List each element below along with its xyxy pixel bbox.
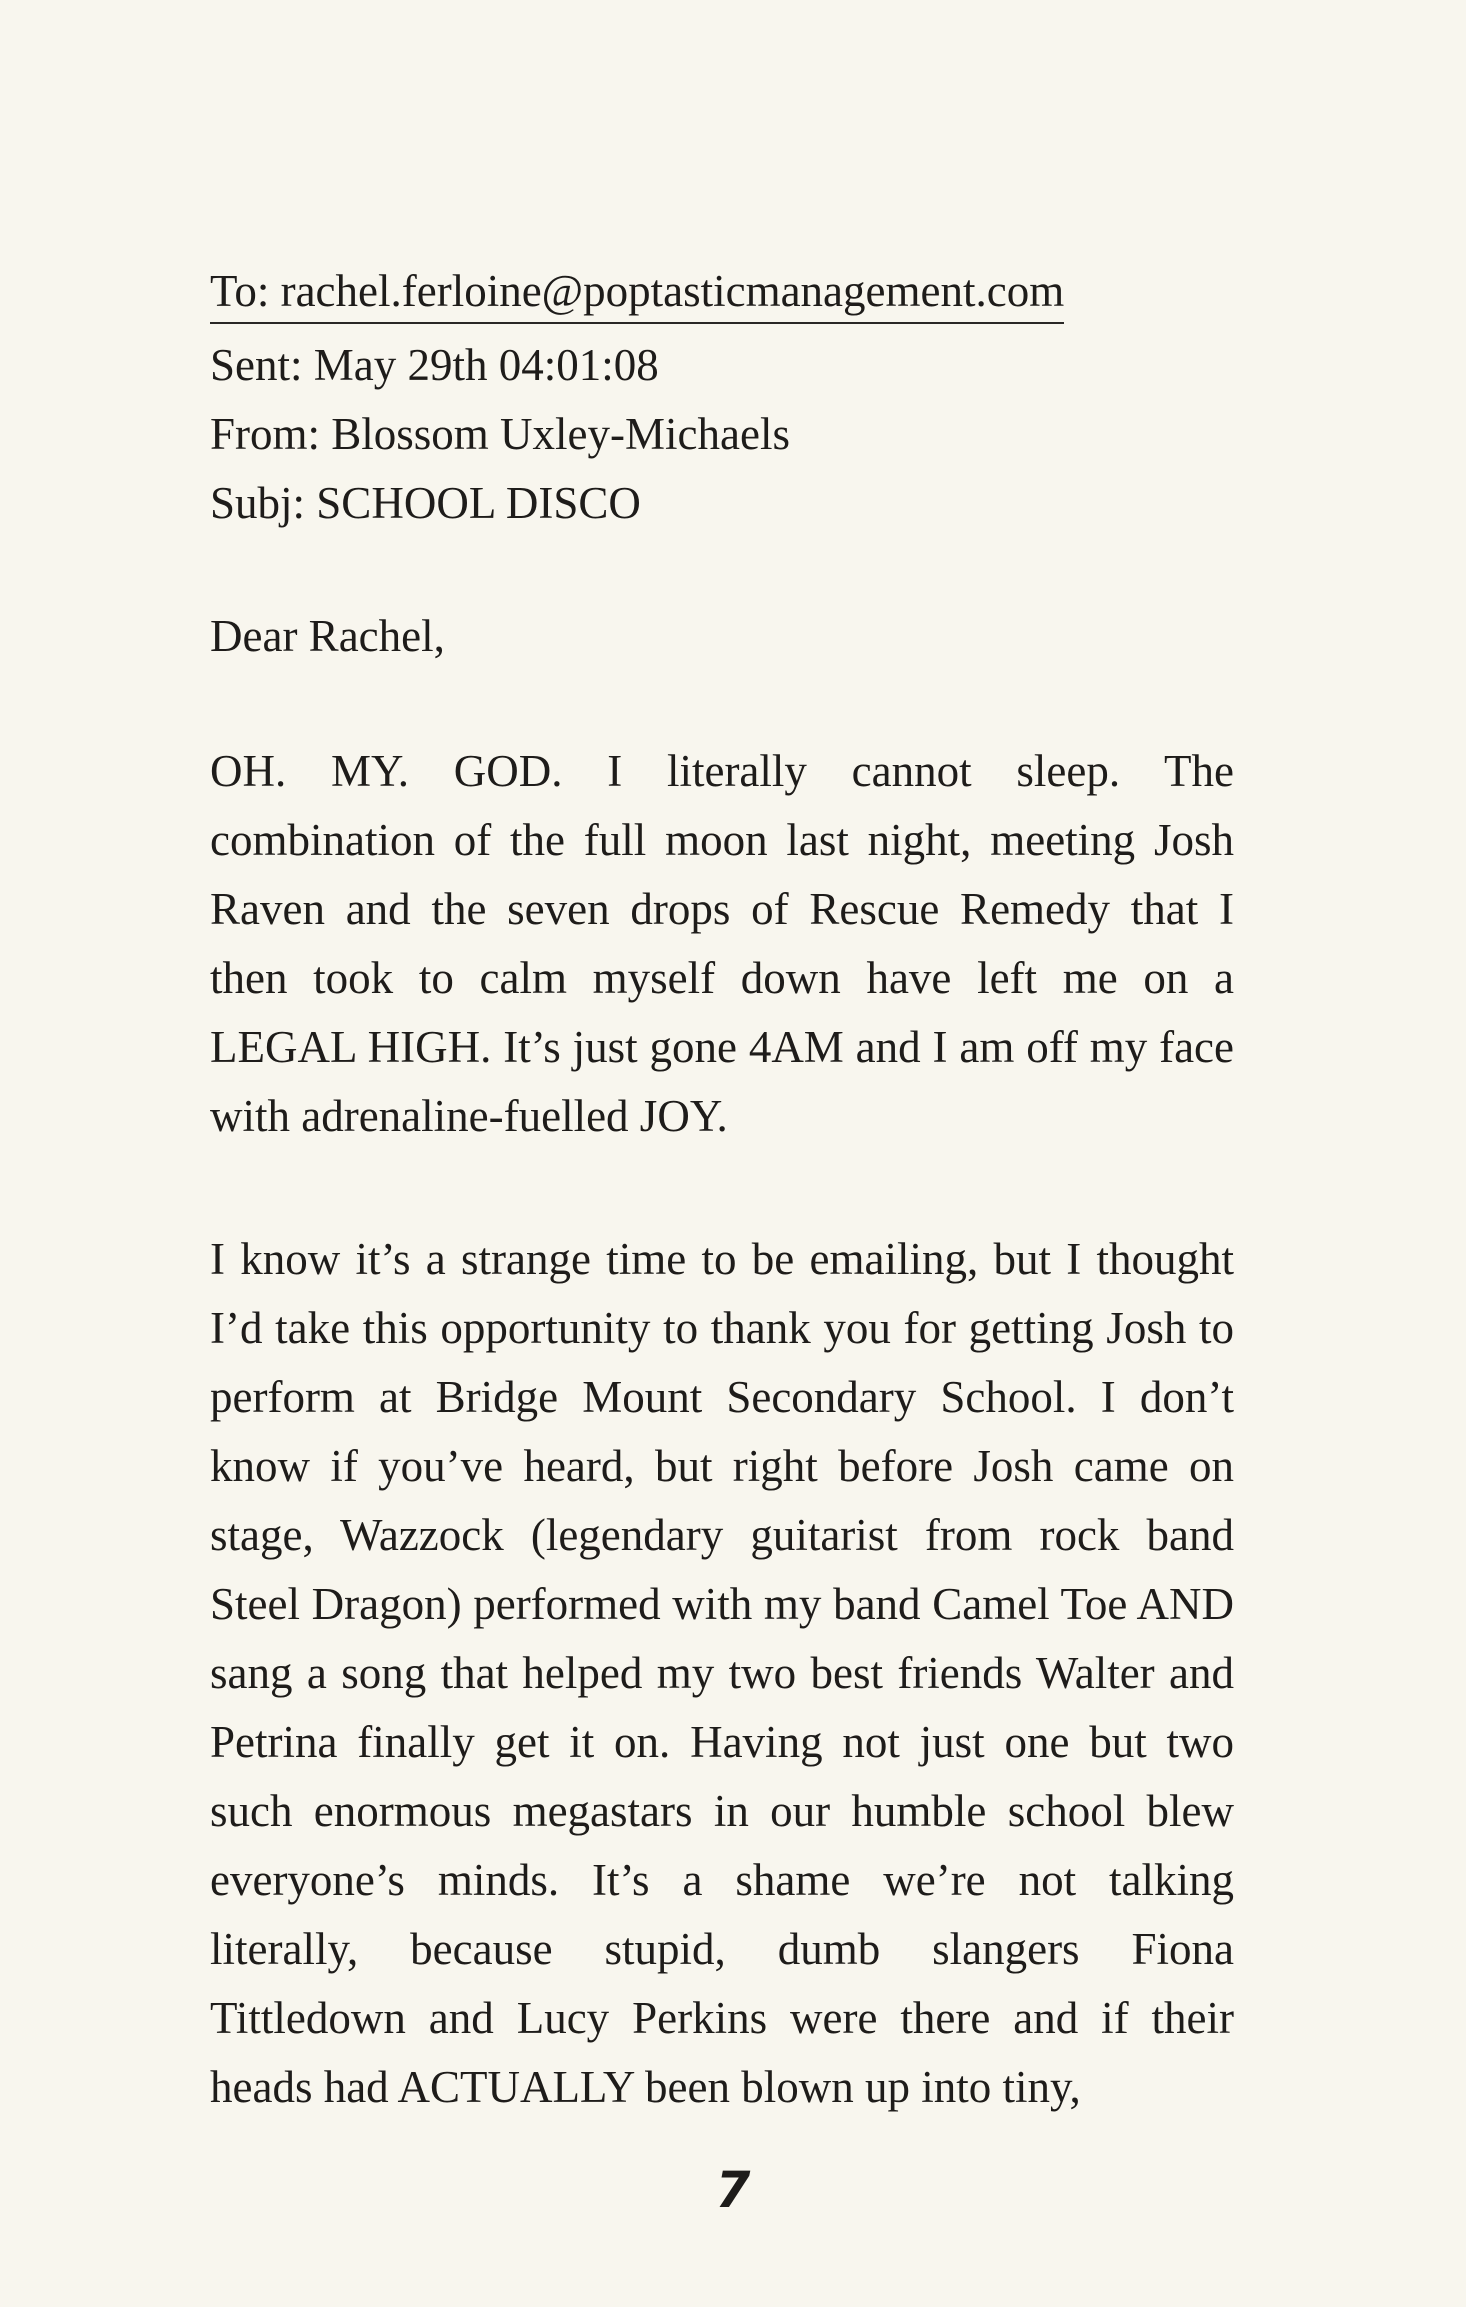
body-paragraph-1: OH. MY. GOD. I literally cannot sleep. The combination of the full moon last night, meeting Josh Raven and the seven drops of Rescue Remedy that I then took to calm myself down have left me on a LEGAL HIGH. It’s just gone 4AM and I am off my face with adrenaline-fuelled JOY.: [210, 746, 1234, 1141]
email-header: [210, 262, 1240, 538]
email-subject-line: Subj: SCHOOL DISCO: [210, 478, 641, 528]
email-sent-line: Sent: May 29th 04:01:08: [210, 340, 659, 390]
email-to-line: To: rachel.ferloine@poptasticmanagement.com: [210, 262, 1064, 324]
letter-salutation: Dear Rachel,: [210, 611, 445, 661]
body-paragraph-2: I know it’s a strange time to be emailing, but I thought I’d take this opportunity to thank you for getting Josh to perform at Bridge Mount Secondary School. I don’t know if you’ve heard, but right before Josh came on stage, Wazzock (legendary guitarist from rock band Steel Dragon) performed with my band Camel Toe AND sang a song that helped my two best friends Walter and Petrina finally get it on. Having not just one but two such enormous megastars in our humble school blew everyone’s minds. It’s a shame we’re not talking literally, because stupid, dumb slangers Fiona Tittledown and Lucy Perkins were there and if their heads had ACTUALLY been blown up into tiny,: [210, 1234, 1234, 2112]
page-number: 7: [715, 2161, 751, 2219]
email-from-line: From: Blossom Uxley-Michaels: [210, 409, 790, 459]
